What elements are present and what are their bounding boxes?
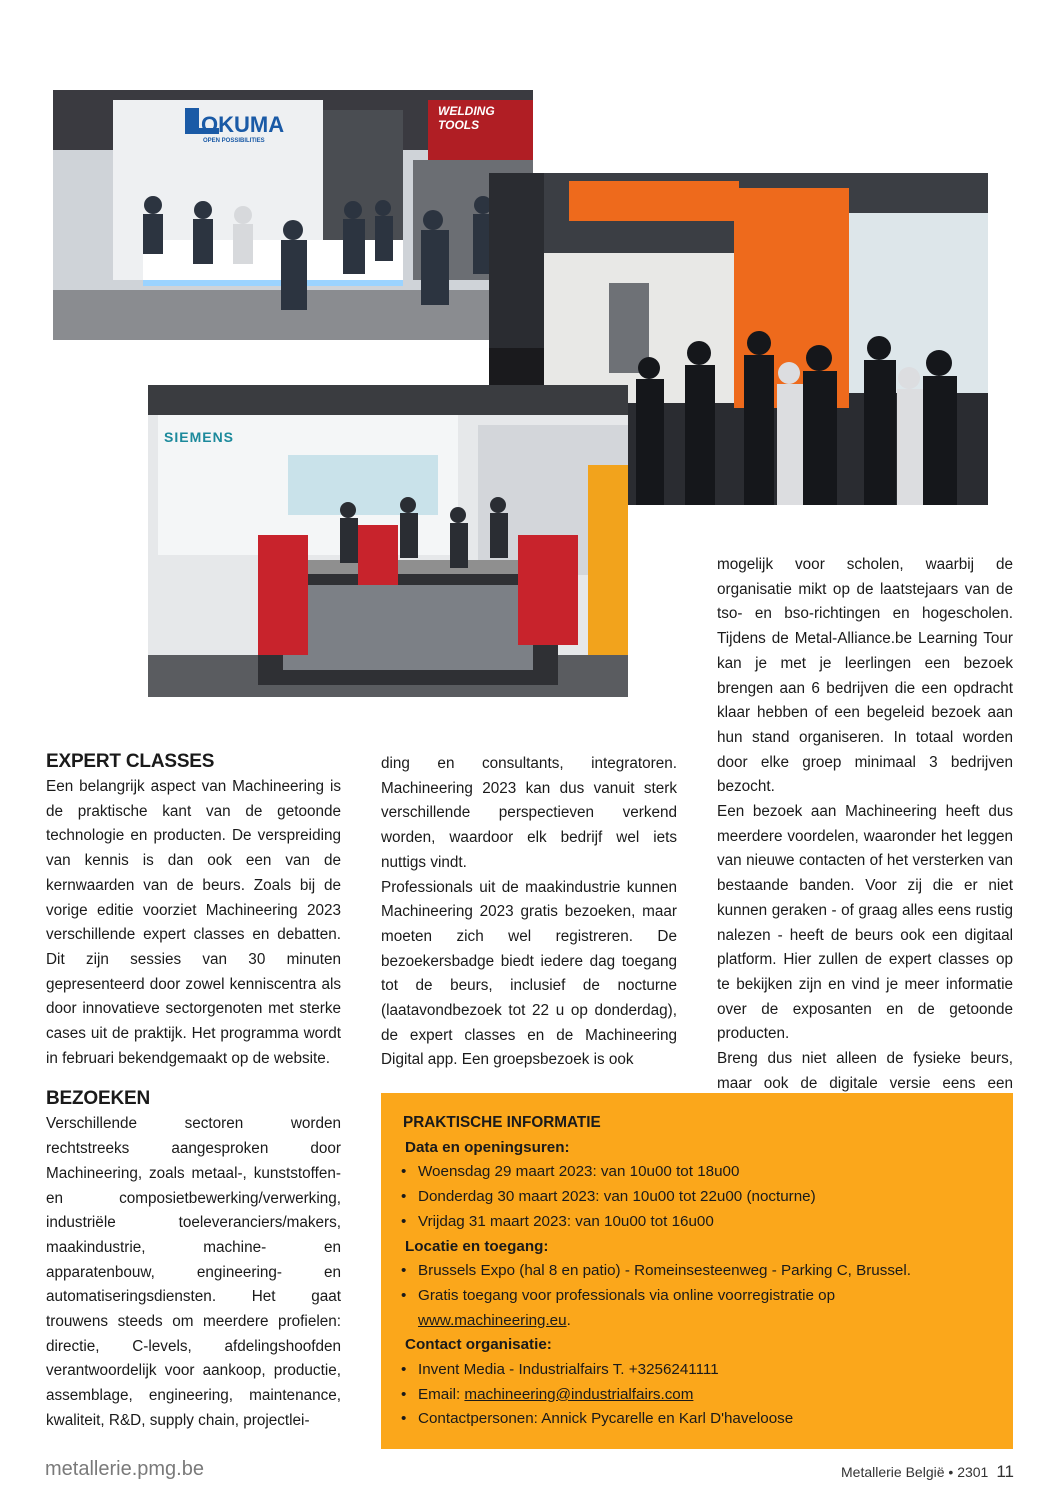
- right-column: [717, 553, 1013, 1121]
- expert-classes-text: Een belangrijk aspect van Machineering is de praktische kant van de getoonde technologie en producten. De verspreiding van kennis is dan ook een van de kernwaarden van de beurs. Zoals bij de vorige editie voorziet Machineering 2023 verschillende expert classes en debatten. Dit zijn sessies van 30 minuten gepresenteerd door zowel kenniscentra als door innovatieve sectorgenoten met sterke cases uit de praktijk. Het programma wordt in februari bekendgemaakt op de website.: [46, 778, 341, 1067]
- machineering-website-link[interactable]: www.machineering.eu: [418, 1311, 567, 1329]
- contact-persons: • Contactpersonen: Annick Pycarelle en Karl D'haveloose: [401, 1407, 993, 1432]
- bezoeken-heading: BEZOEKEN: [46, 1088, 150, 1110]
- access-item: [401, 1284, 993, 1333]
- footer-site-link[interactable]: metallerie.pmg.be: [45, 1458, 204, 1480]
- dates-list: [401, 1160, 993, 1234]
- access-after: .: [566, 1311, 571, 1329]
- email-label: Email:: [418, 1385, 465, 1403]
- email-link[interactable]: machineering@industrialfairs.com: [464, 1385, 694, 1403]
- welding-tools-banner: WELDING TOOLS: [438, 104, 495, 132]
- footer-magazine: [841, 1462, 1014, 1482]
- practical-info-box: [381, 1093, 1013, 1449]
- contact-company: • Invent Media - Industrialfairs T. +3256241111: [401, 1358, 993, 1383]
- date-item: • Donderdag 30 maart 2023: van 10u00 tot 22u00 (nocturne): [401, 1185, 993, 1210]
- contact-list: [401, 1358, 993, 1432]
- bezoeken-text: Verschillende sectoren worden rechtstreeks aangesproken door Machineering, zoals metaal-, kunststoffen- en composietbewerking/verwerking, industriële toeleveranciers/makers, maakindustrie, machine- en apparatenbouw, engineering- en automatiseringsdiensten. Het gaat trouwens steeds om meerdere profielen: directie, C-levels, afdelingshoofden verantwoordelijk voor aankoop, productie, assemblage, engineering, maintenance, kwaliteit, R&D, supply chain, projectlei-: [46, 1115, 341, 1429]
- page-number: 11: [996, 1462, 1014, 1481]
- date-item: • Vrijdag 31 maart 2023: van 10u00 tot 16u00: [401, 1210, 993, 1235]
- middle-column: [381, 752, 677, 1073]
- siemens-logo-text: SIEMENS: [164, 429, 235, 445]
- photo-siemens-booth: [148, 385, 628, 697]
- date-item: • Woensdag 29 maart 2023: van 10u00 tot 18u00: [401, 1160, 993, 1185]
- right-paragraph-2: Een bezoek aan Machineering heeft dus meerdere voordelen, waaronder het leggen van nieuwe contacten of het versterken van bestaande banden. Voor zij die er niet kunnen geraken - of graag alles eens rustig nalezen - heeft de beurs ook een digitaal platform. Hier zullen de expert classes op te bekijken zijn en vind je meer informatie over de exposanten en de getoonde producten.: [717, 803, 1013, 1043]
- access-text: Gratis toegang voor professionals via online voorregistratie op: [418, 1286, 836, 1304]
- okuma-tagline: OPEN POSSIBILITIES: [203, 138, 265, 144]
- magazine-issue: Metallerie België • 2301: [841, 1464, 989, 1480]
- right-paragraph-3: Breng dus niet alleen de fysieke beurs, maar ook de digitale versie eens een: [717, 1050, 1013, 1092]
- location-item: • Brussels Expo (hal 8 en patio) - Romeinsesteenweg - Parking C, Brussel.: [401, 1259, 993, 1284]
- location-list: [401, 1259, 993, 1333]
- email-item: [401, 1383, 993, 1408]
- location-heading: Locatie en toegang:: [405, 1237, 549, 1255]
- photo-okuma-booth: [53, 90, 533, 340]
- right-paragraph-1: mogelijk voor scholen, waarbij de organisatie mikt op de laatstejaars van de tso- en bso-richtingen en hogescholen. Tijdens de Metal-Alliance.be Learning Tour kan je met je leerlingen een bezoek brengen aan 6 bedrijven die een opdracht klaar hebben of een begeleid bezoek aan hun stand organiseren. In totaal worden door elke groep minimaal 3 bedrijven bezocht.: [717, 556, 1013, 796]
- middle-paragraph-2: Professionals uit de maakindustrie kunnen Machineering 2023 gratis bezoeken, maar moeten zich wel registreren. De bezoekersbadge biedt iedere dag toegang tot de beurs, inclusief de nocturne (laatavondbezoek tot 22 u op donderdag), de expert classes en de Machineering Digital app. Een groepsbezoek is ook: [381, 878, 677, 1069]
- contact-heading: Contact organisatie:: [405, 1336, 552, 1354]
- middle-paragraph-1: ding en consultants, integratoren. Machineering 2023 kan dus vanuit sterk verschillende perspectieven verkend worden, waardoor elk bedrijf wel iets nuttigs vindt.: [381, 755, 677, 871]
- okuma-logo-text: OKUMA: [201, 112, 285, 137]
- info-title: PRAKTISCHE INFORMATIE: [403, 1114, 601, 1131]
- expert-classes-heading: EXPERT CLASSES: [46, 751, 215, 772]
- dates-heading: Data en openingsuren:: [405, 1138, 570, 1156]
- left-column: [46, 750, 341, 1434]
